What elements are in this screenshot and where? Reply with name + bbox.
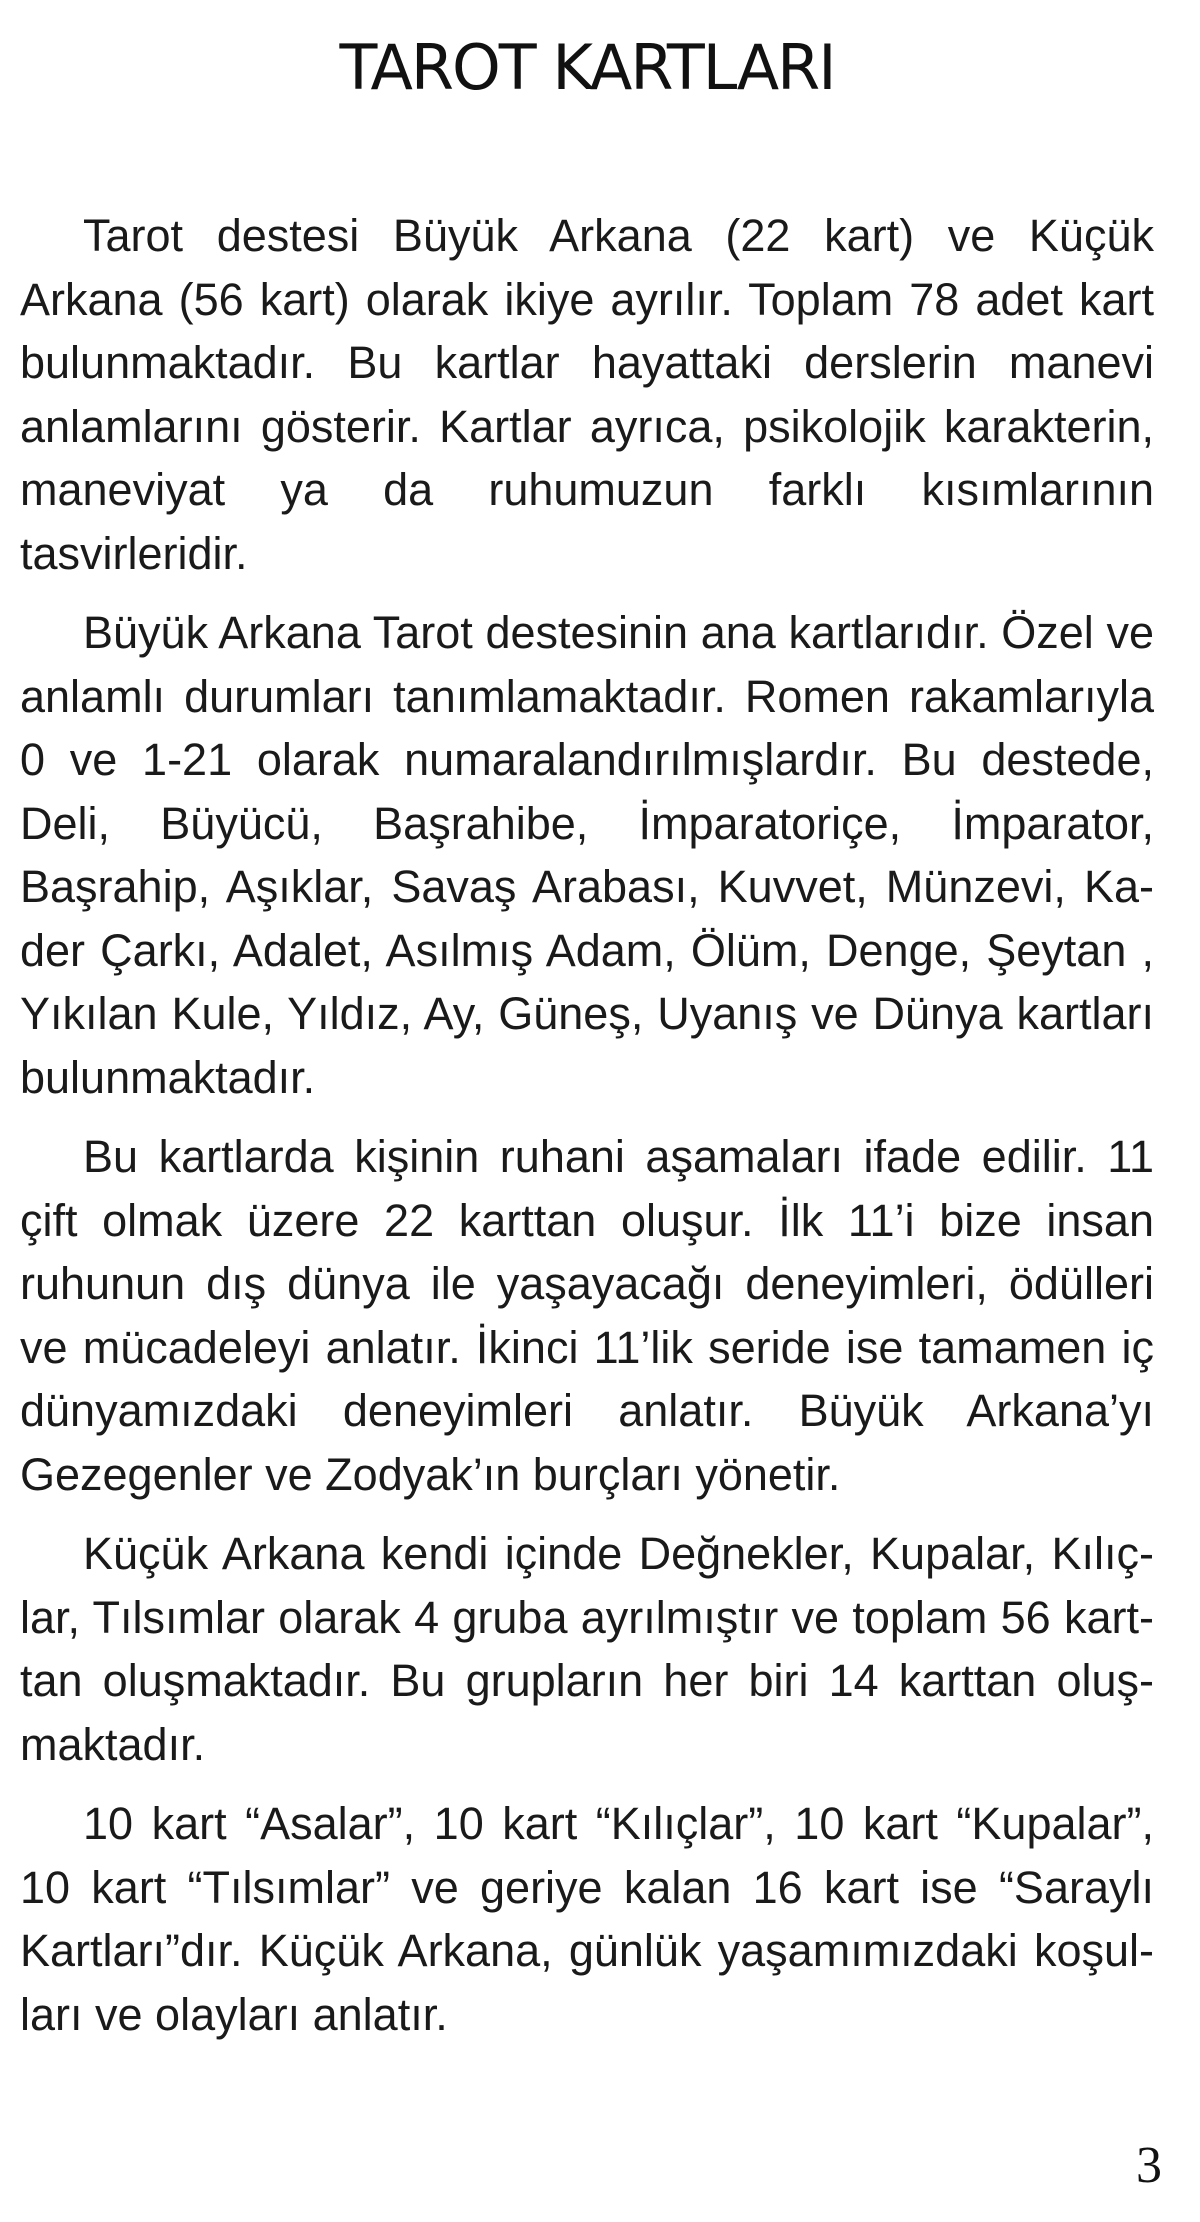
- page-number: 3: [1136, 2137, 1162, 2194]
- paragraph-2: Büyük Arkana Tarot destesinin ana kartlarıdır. Özel ve anlamlı durumları tanımlamaktadır. Romen rakamlarıyla 0 ve 1-21 olarak numaralandırılmışlardır. Bu destede, Deli, Büyücü, Başrahibe, İmparatoriçe, İmparator, Başrahip, Aşıklar, Savaş Arabası, Kuvvet, Münzevi, Kader Çarkı, Adalet, Asılmış Adam, Ölüm, Denge, Şeytan , Yıkılan Kule, Yıldız, Ay, Güneş, Uyanış ve Dünya kartları bulunmaktadır.: [20, 607, 1154, 1103]
- paragraph-1: Tarot destesi Büyük Arkana (22 kart) ve Küçük Arkana (56 kart) olarak ikiye ayrılır. Toplam 78 adet kart bulunmaktadır. Bu kartlar hayattaki derslerin manevi anlamlarını gösterir. Kartlar ayrıca, psikolojik karakterin, maneviyat ya da ruhumuzun farklı kısımlarının tasvirleridir.: [20, 210, 1154, 579]
- page-title: TAROT KARTLARI: [339, 31, 835, 104]
- paragraph-4: Küçük Arkana kendi içinde Değnekler, Kupalar, Kılıçlar, Tılsımlar olarak 4 gruba ayrılmıştır ve toplam 56 karttan oluşmaktadır. Bu grupların her biri 14 karttan oluşmaktadır.: [20, 1528, 1154, 1770]
- body-text: [20, 204, 1154, 2046]
- paragraph-5: 10 kart “Asalar”, 10 kart “Kılıçlar”, 10 kart “Kupalar”, 10 kart “Tılsımlar” ve geriye kalan 16 kart ise “Saraylı Kartları”dır. Küçük Arkana, günlük yaşamımızdaki koşulları ve olayları anlatır.: [20, 1798, 1154, 2040]
- paragraph-3: Bu kartlarda kişinin ruhani aşamaları ifade edilir. 11 çift olmak üzere 22 karttan oluşur. İlk 11’i bize insan ruhunun dış dünya ile yaşayacağı deneyimleri, ödülleri ve mücadeleyi anlatır. İkinci 11’lik seride ise tamamen iç dünyamızdaki deneyimleri anlatır. Büyük Arkana’yı Gezegenler ve Zodyak’ın burçları yönetir.: [20, 1131, 1154, 1500]
